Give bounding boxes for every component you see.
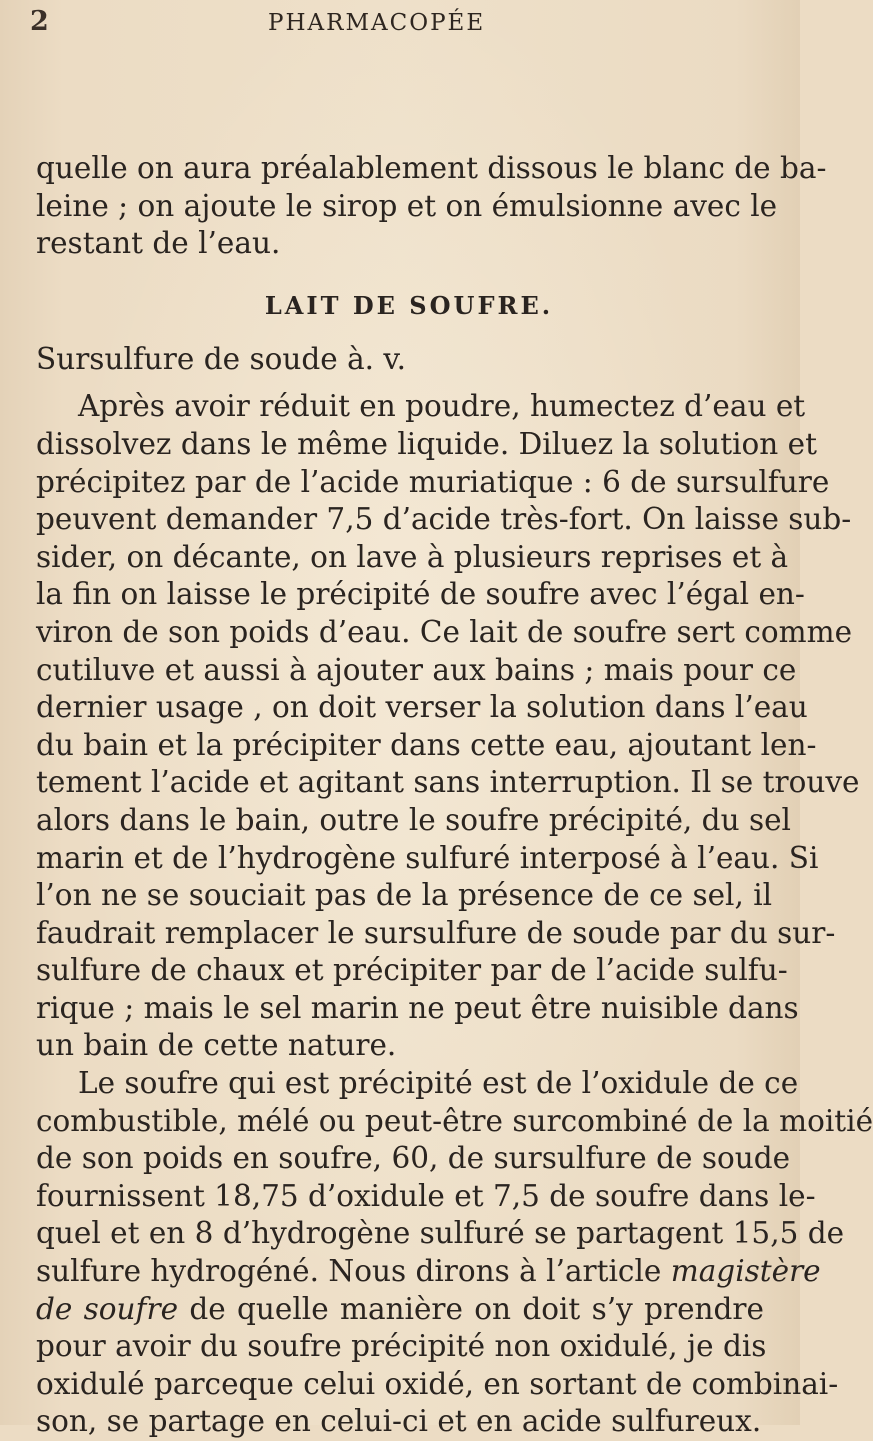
text-line: dernier usage , on doit verser la solution dans l’eau [36,690,808,725]
page-number: 2 [30,6,49,37]
text-line: sider, on décante, on lave à plusieurs reprises et à [36,539,789,574]
text-line: quel et en 8 d’hydrogène sulfuré se partagent 15,5 de [36,1216,845,1251]
section-subtitle: Sursulfure de soude à. v. [36,341,406,376]
text-line: marin et de l’hydrogène sulfuré interposé à l’eau. Si [36,840,819,875]
italic-term: magistère [670,1254,821,1289]
text-line-with-italic [36,1253,821,1291]
running-title: PHARMACOPÉE [268,10,486,36]
text-line: oxidulé parceque celui oxidé, en sortant de combinai- [36,1366,839,1401]
text-line: son, se partage en celui-ci et en acide sulfureux. [36,1404,762,1439]
text-line: précipitez par de l’acide muriatique : 6 de sursulfure [36,464,830,499]
text-line: restant de l’eau. [36,226,281,261]
body-text [36,150,873,1441]
text-segment: sulfure hydrogéné. Nous dirons à l’article [36,1254,662,1289]
text-line: l’on ne se souciait pas de la présence de ce sel, il [36,878,773,913]
italic-term: de soufre [36,1291,179,1326]
page-header [0,6,800,42]
text-line: la fin on laisse le précipité de soufre avec l’égal en- [36,577,805,612]
text-line: un bain de cette nature. [36,1028,397,1063]
text-segment: de quelle manière on doit s’y prendre [189,1291,764,1326]
text-line: quelle on aura préalablement dissous le blanc de ba- [36,151,827,185]
text-line: sulfure de chaux et précipiter par de l’acide sulfu- [36,953,788,988]
text-line: rique ; mais le sel marin ne peut être nuisible dans [36,990,799,1025]
text-line: cutiluve et aussi à ajouter aux bains ; mais pour ce [36,652,797,687]
text-line: Le soufre qui est précipité est de l’oxidule de ce [78,1066,799,1101]
text-line: peuvent demander 7,5 d’acide très-fort. On laisse sub- [36,502,852,537]
text-line: viron de son poids d’eau. Ce lait de soufre sert comme [36,614,853,649]
text-line: faudrait remplacer le sursulfure de soude par du sur- [36,915,836,950]
text-line: de son poids en soufre, 60, de sursulfure de soude [36,1141,791,1176]
text-line: alors dans le bain, outre le soufre précipité, du sel [36,802,791,837]
text-line: fournissent 18,75 d’oxidule et 7,5 de soufre dans le- [36,1178,816,1213]
text-line: combustible, mélé ou peut-être surcombiné de la moitié [36,1103,873,1138]
section-title: LAIT DE SOUFRE. [264,290,554,320]
text-line: Après avoir réduit en poudre, humectez d’eau et [78,389,806,424]
text-line: leine ; on ajoute le sirop et on émulsionne avec le [36,188,778,223]
text-line: tement l’acide et agitant sans interruption. Il se trouve [36,765,860,800]
text-line-with-italic [36,1291,764,1329]
text-line: du bain et la précipiter dans cette eau, ajoutant len- [36,727,817,762]
text-line: pour avoir du soufre précipité non oxidulé, je dis [36,1329,767,1364]
text-line: dissolvez dans le même liquide. Diluez la solution et [36,426,817,461]
